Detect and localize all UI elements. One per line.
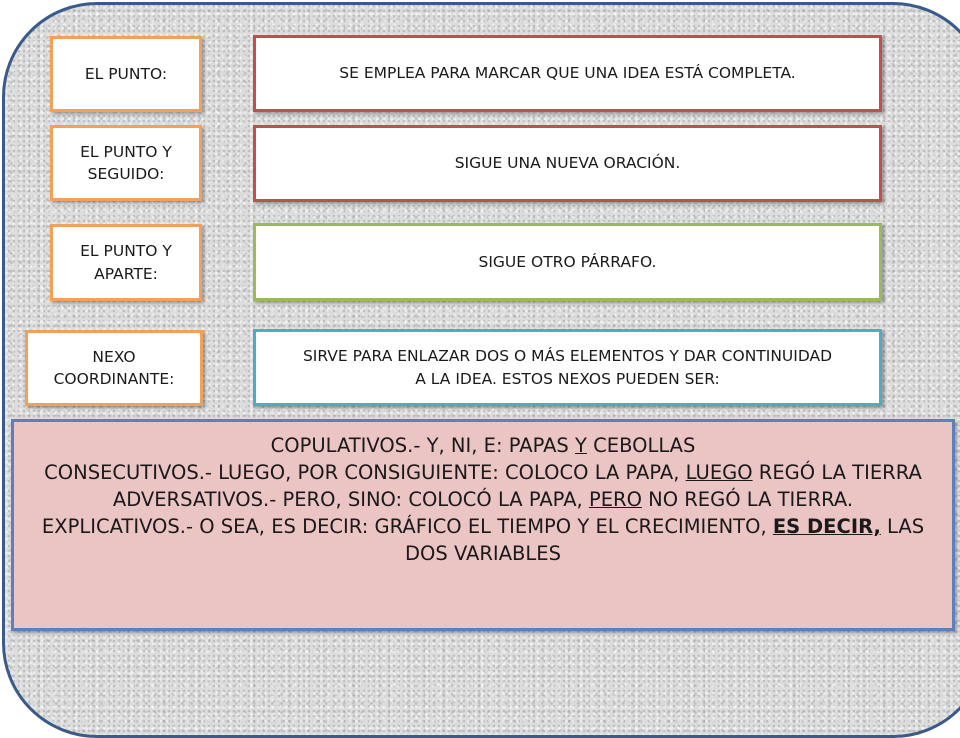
definition-text: SE EMPLEA PARA MARCAR QUE UNA IDEA ESTÁ COMPLETA. [339,64,796,83]
definition-text: SIRVE PARA ENLAZAR DOS O MÁS ELEMENTOS Y DAR CONTINUIDAD A LA IDEA. ESTOS NEXOS PUEDEN SER: [302,347,833,388]
term-label: NEXO COORDINANTE: [53,347,175,388]
example-text: REGÓ LA TIERRA [752,460,922,484]
example-adversativos [14,487,952,514]
example-text: LAS DOS VARIABLES [405,514,925,565]
example-text: ADVERSATIVOS.- PERO, SINO: COLOCÓ LA PAPA, [112,487,589,511]
example-text: COPULATIVOS.- Y, NI, E: PAPAS [270,434,576,457]
example-copulativos [14,433,952,460]
example-nexo: LUEGO [685,460,753,484]
term-box-punto-aparte [50,224,202,301]
example-text: NO REGÓ LA TIERRA. [641,487,854,511]
example-text: CEBOLLAS [586,434,696,457]
definition-box-punto-aparte [253,223,882,301]
definition-box-el-punto [253,35,882,112]
example-nexo: PERO [588,487,642,511]
example-nexo: Y [575,434,587,457]
term-label: EL PUNTO Y SEGUIDO: [80,142,172,183]
example-nexo: ES DECIR, [772,514,881,538]
definition-box-nexo-coordinante [253,329,882,406]
example-consecutivos [14,460,952,487]
term-box-nexo-coordinante [25,330,203,406]
examples-panel [11,419,955,631]
definition-text: SIGUE OTRO PÁRRAFO. [478,252,657,271]
term-box-el-punto [50,36,202,112]
example-text: EXPLICATIVOS.- O SEA, ES DECIR: GRÁFICO EL TIEMPO Y EL CRECIMIENTO, [41,514,773,538]
definition-text: SIGUE UNA NUEVA ORACIÓN. [454,154,681,173]
example-text: CONSECUTIVOS.- LUEGO, POR CONSIGUIENTE: COLOCO LA PAPA, [44,460,686,484]
term-label: EL PUNTO: [84,64,168,83]
example-explicativos [14,514,952,568]
term-label: EL PUNTO Y APARTE: [80,242,172,283]
definition-box-punto-seguido [253,125,882,202]
term-box-punto-seguido [50,125,202,201]
